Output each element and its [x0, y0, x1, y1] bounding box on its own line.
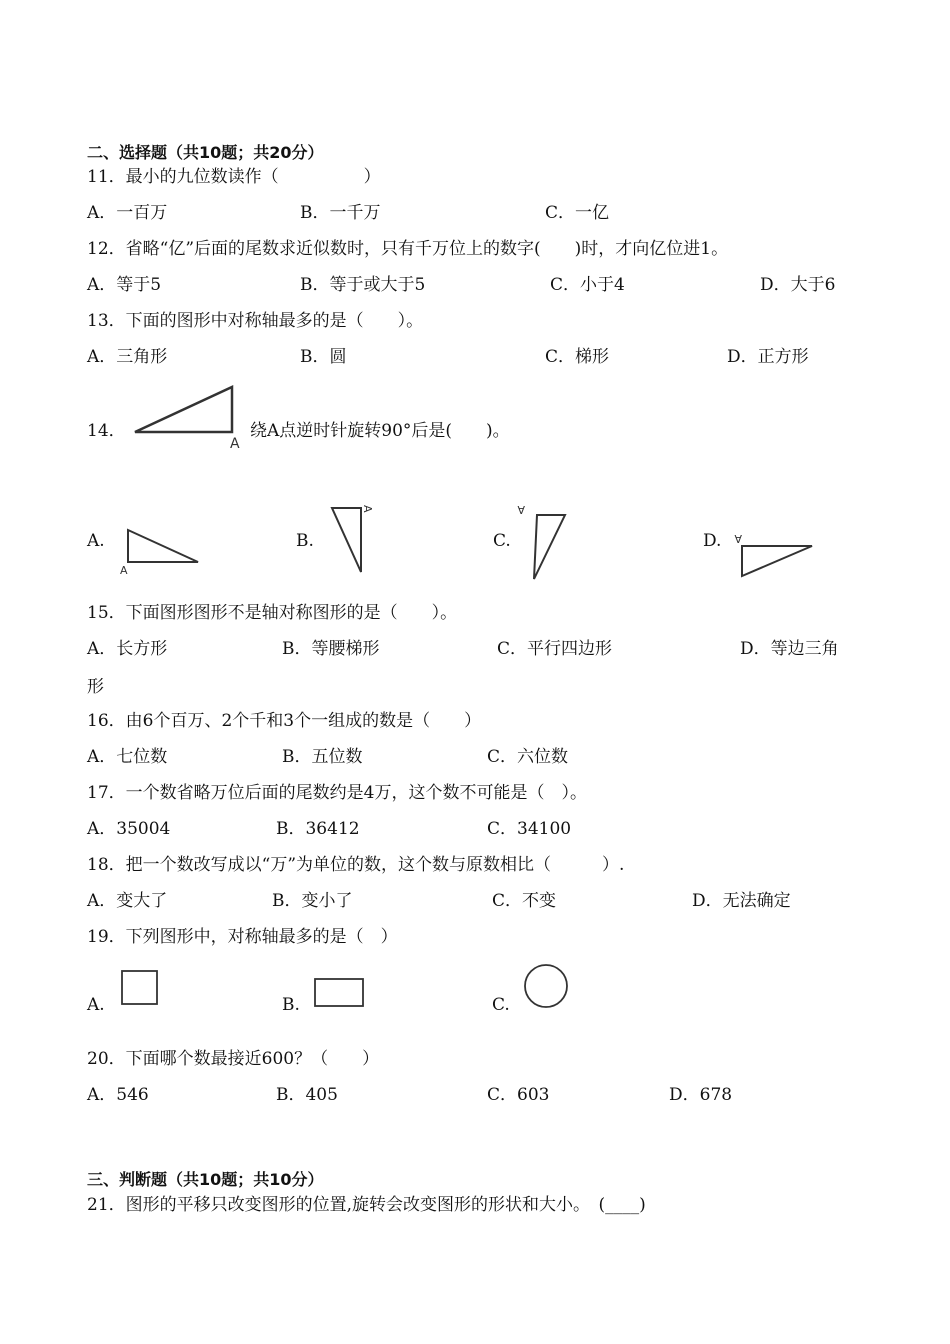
q12-option-d[interactable]: D．大于6 [760, 275, 836, 295]
question-12-stem: 12．省略“亿”后面的尾数求近似数时，只有千万位上的数字( )时，才向亿位进1。 [87, 239, 729, 259]
section-title-judgement: 三、判断题（共10题；共10分） [87, 1170, 324, 1189]
question-14-stem: 绕A点逆时针旋转90°后是( )。 [250, 421, 510, 441]
q14-option-c[interactable]: C. [493, 531, 511, 551]
q14-option-a[interactable]: A. [87, 531, 105, 551]
q20-option-a[interactable]: A．546 [87, 1085, 149, 1105]
q11-option-c[interactable]: C．一亿 [545, 203, 610, 223]
q12-option-a[interactable]: A．等于5 [87, 275, 162, 295]
q14-point-label: A [230, 436, 240, 452]
q16-option-c[interactable]: C．六位数 [487, 747, 569, 767]
q12-option-b[interactable]: B．等于或大于5 [300, 275, 426, 295]
q11-option-a[interactable]: A．一百万 [87, 203, 168, 223]
q14-option-a-triangle[interactable] [118, 522, 203, 577]
q15-option-a[interactable]: A．长方形 [87, 639, 168, 659]
q13-option-c[interactable]: C．梯形 [545, 347, 610, 367]
q14-option-d-triangle[interactable] [728, 530, 818, 582]
q17-option-a[interactable]: A．35004 [87, 819, 171, 839]
question-21-stem: 21．图形的平移只改变图形的位置,旋转会改变图形的形状和大小。 (____) [87, 1195, 646, 1215]
question-17-stem: 17．一个数省略万位后面的尾数约是4万，这个数不可能是（ ）。 [87, 783, 587, 803]
q17-option-b[interactable]: B．36412 [276, 819, 360, 839]
q13-option-a[interactable]: A．三角形 [87, 347, 168, 367]
q19-square-figure[interactable] [118, 968, 163, 1010]
question-15-stem: 15．下面图形图形不是轴对称图形的是（ ）。 [87, 603, 458, 623]
q18-option-a[interactable]: A．变大了 [87, 891, 168, 911]
question-14-number: 14． [87, 421, 126, 441]
q13-option-d[interactable]: D．正方形 [727, 347, 809, 367]
q15-option-d-continued: 形 [87, 677, 104, 697]
q14-d-point-label: A [734, 532, 742, 545]
question-13-stem: 13．下面的图形中对称轴最多的是（ ）。 [87, 311, 424, 331]
q19-option-b[interactable]: B. [282, 995, 300, 1015]
q20-option-d[interactable]: D．678 [669, 1085, 733, 1105]
q14-a-point-label: A [120, 564, 128, 577]
q16-option-a[interactable]: A．七位数 [87, 747, 168, 767]
q14-option-c-triangle[interactable] [515, 502, 575, 584]
q14-option-d[interactable]: D. [703, 531, 722, 551]
q15-option-d[interactable]: D．等边三角 [740, 639, 839, 659]
question-16-stem: 16．由6个百万、2个千和3个一组成的数是（ ） [87, 711, 482, 731]
q18-option-b[interactable]: B．变小了 [272, 891, 353, 911]
q19-rectangle-figure[interactable] [310, 974, 368, 1010]
question-18-stem: 18．把一个数改写成以“万”为单位的数，这个数与原数相比（ ）. [87, 855, 625, 875]
q19-circle-figure[interactable] [520, 962, 572, 1014]
q15-option-c[interactable]: C．平行四边形 [497, 639, 613, 659]
q14-c-point-label: A [517, 503, 525, 516]
q14-b-point-label: A [361, 505, 374, 513]
q18-option-c[interactable]: C．不变 [492, 891, 557, 911]
q12-option-c[interactable]: C．小于4 [550, 275, 625, 295]
q15-option-b[interactable]: B．等腰梯形 [282, 639, 380, 659]
q19-option-c[interactable]: C. [492, 995, 510, 1015]
question-20-stem: 20．下面哪个数最接近600？（ ） [87, 1049, 380, 1069]
question-11-stem: 11．最小的九位数读作（ ） [87, 167, 381, 187]
q16-option-b[interactable]: B．五位数 [282, 747, 363, 767]
q18-option-d[interactable]: D．无法确定 [692, 891, 791, 911]
q14-option-b-triangle[interactable] [325, 500, 380, 580]
q14-option-b[interactable]: B. [296, 531, 314, 551]
question-19-stem: 19．下列图形中，对称轴最多的是（ ） [87, 927, 398, 947]
q19-option-a[interactable]: A. [87, 995, 105, 1015]
q14-triangle-figure [130, 382, 245, 452]
q17-option-c[interactable]: C．34100 [487, 819, 572, 839]
section-title-choice: 二、选择题（共10题；共20分） [87, 143, 324, 162]
q11-option-b[interactable]: B．一千万 [300, 203, 381, 223]
q13-option-b[interactable]: B．圆 [300, 347, 347, 367]
q20-option-b[interactable]: B．405 [276, 1085, 338, 1105]
q20-option-c[interactable]: C．603 [487, 1085, 550, 1105]
